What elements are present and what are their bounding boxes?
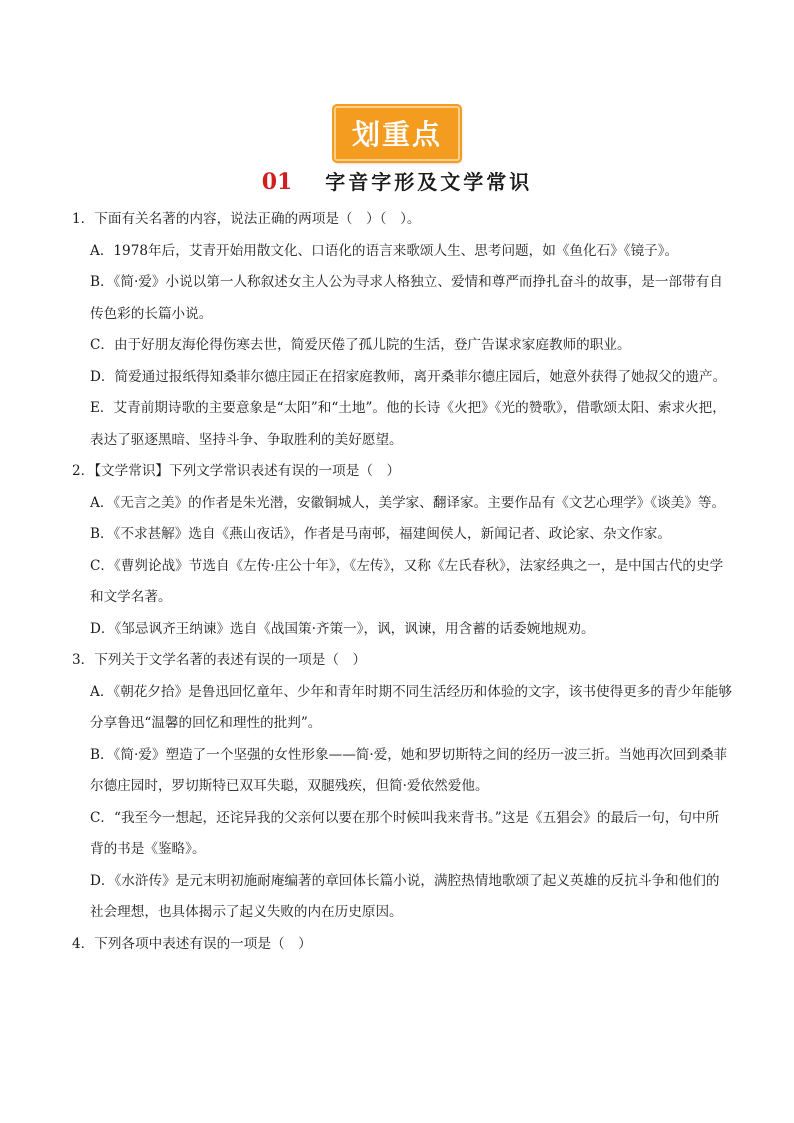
question-1 [72,204,732,456]
question-3 [72,645,732,929]
option-d: D．《邹忌讽齐王纳谏》选自《战国策·齐策一》，讽，讽谏，用含蓄的话委婉地规劝。 [90,620,595,637]
question-2 [72,456,732,645]
option-list [72,677,732,929]
section-number: 01 [261,169,293,195]
option-a: A．1978年后，艾青开始用散文化、口语化的语言来歌颂人生、思考问题，如《鱼化石》《镜子》。 [90,242,679,259]
badge-container [0,106,794,161]
question-4 [72,929,732,961]
option-c: C．由于好朋友海伦得伤寒去世，简爱厌倦了孤儿院的生活，登广告谋求家庭教师的职业。 [90,337,631,353]
section-title: 字音字形及文学常识 [325,170,533,194]
option-b: B．《简·爱》小说以第一人称叙述女主人公为寻求人格独立、爱情和尊严而挣扎奋斗的故事，是一部带有自传色彩的长篇小说。 [90,274,723,322]
option-a: A．《无言之美》的作者是朱光潜，安徽铜城人，美学家、翻译家。主要作品有《文艺心理学》《谈美》等。 [90,494,726,511]
question-stem: 3．下列关于文学名著的表述有误的一项是（ ） [72,652,367,668]
option-list [72,236,732,457]
section-heading [0,166,794,195]
option-list [72,488,732,646]
option-b: B．《简·爱》塑造了一个坚强的女性形象——简·爱，她和罗切斯特之间的经历一波三折。当她再次回到桑菲尔德庄园时，罗切斯特已双耳失聪，双腿残疾，但简·爱依然爱他。 [90,746,728,794]
option-c: C．《曹刿论战》节选自《左传·庄公十年》，《左传》，又称《左氏春秋》，法家经典之一，是中国古代的史学和文学名著。 [90,557,724,605]
question-stem: 1．下面有关名著的内容，说法正确的两项是（ ）（ ）。 [72,211,421,227]
question-stem: 4．下列各项中表述有误的一项是（ ） [72,935,312,952]
option-a: A．《朝花夕拾》是鲁迅回忆童年、少年和青年时期不同生活经历和体验的文字，该书使得更多的青少年能够分享鲁迅“温馨的回忆和理性的批判”。 [90,683,732,731]
option-d: D．《水浒传》是元末明初施耐庵编著的章回体长篇小说，满腔热情地歌颂了起义英雄的反抗斗争和他们的社会理想，也具体揭示了起义失败的内在历史原因。 [90,872,720,920]
option-b: B．《不求甚解》选自《燕山夜话》，作者是马南邨，福建闽侯人，新闻记者、政论家、杂文作家。 [90,526,671,542]
option-d: D．简爱通过报纸得知桑菲尔德庄园正在招家庭教师，离开桑菲尔德庄园后，她意外获得了她叔父的遗产。 [90,368,727,385]
option-c: C．“我至今一想起，还诧异我的父亲何以要在那个时候叫我来背书。”这是《五猖会》的最后一句，句中所背的书是《鉴略》。 [90,809,720,857]
question-list [72,204,732,960]
key-points-badge: 划重点 [334,106,460,161]
option-e: E．艾青前期诗歌的主要意象是“太阳”和“土地”。他的长诗《火把》《光的赞歌》，借歌颂太阳、索求火把，表达了驱逐黑暗、坚持斗争、争取胜利的美好愿望。 [90,400,726,448]
question-stem: 2．【文学常识】下列文学常识表述有误的一项是（ ） [72,463,401,479]
